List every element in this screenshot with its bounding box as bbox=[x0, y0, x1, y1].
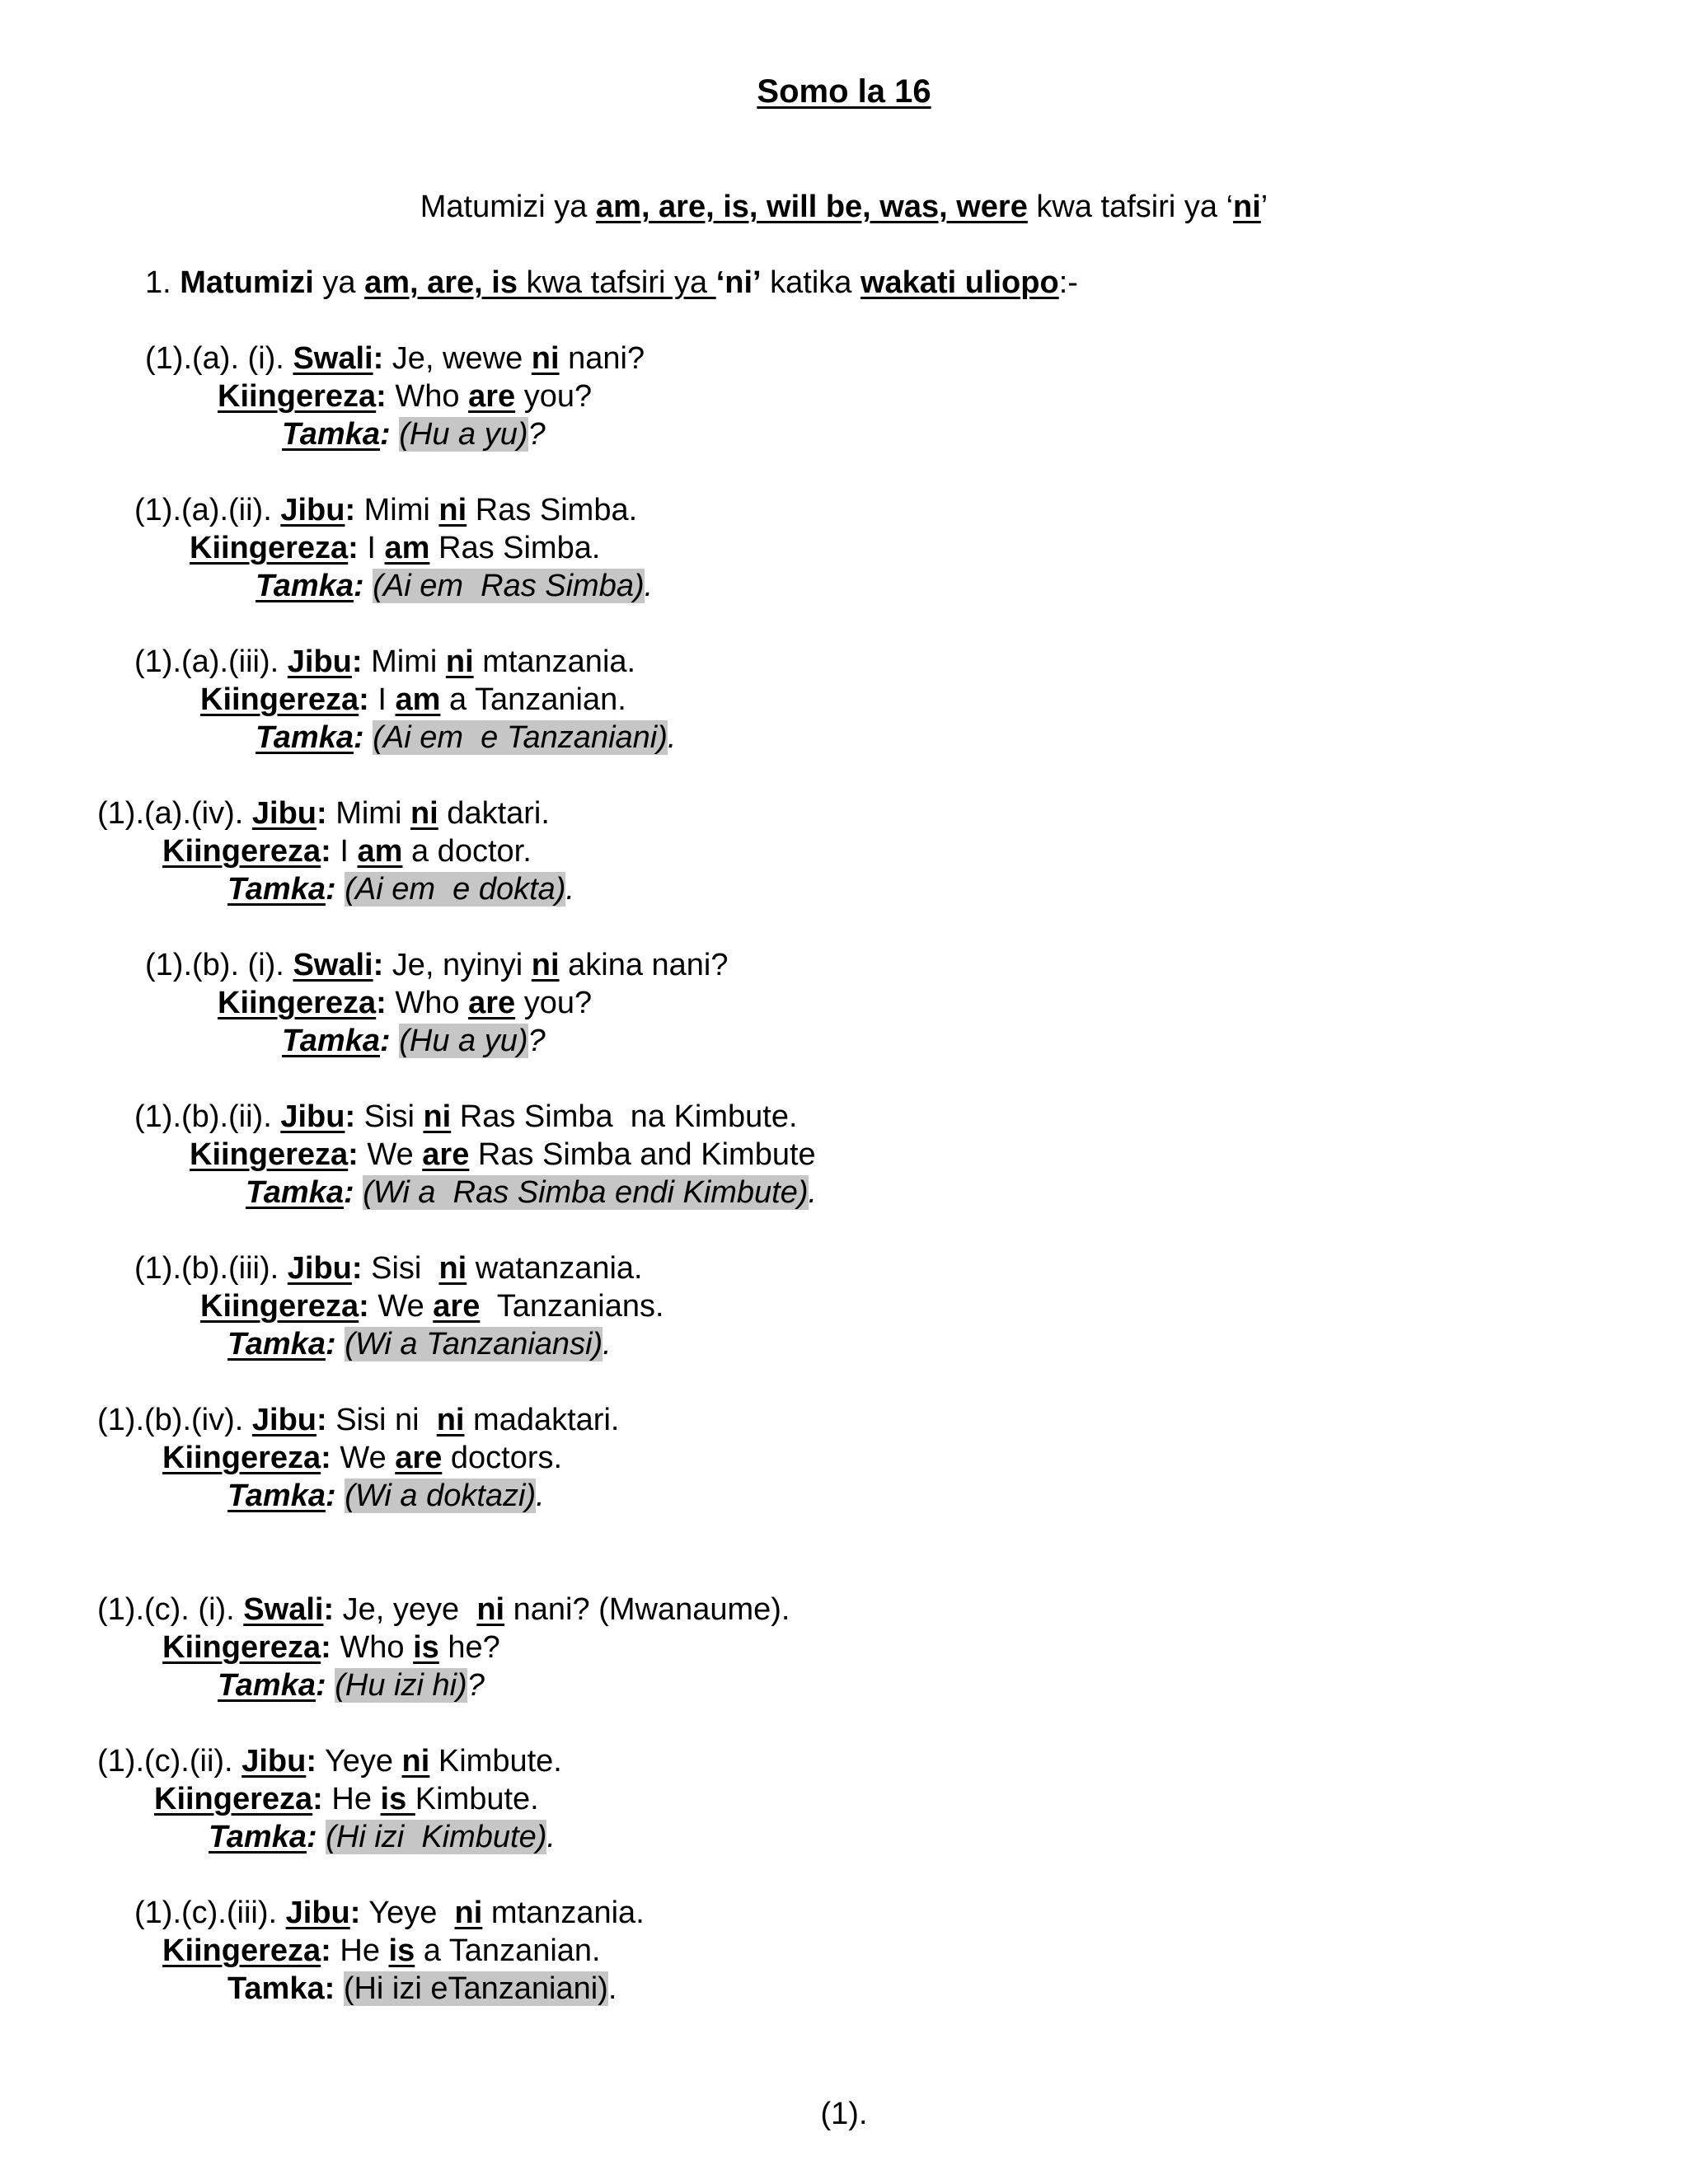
tamka-label: Tamka bbox=[227, 1479, 326, 1513]
pronunciation-line bbox=[218, 1666, 485, 1704]
label-colon: : bbox=[324, 1971, 335, 2006]
pronunciation-line bbox=[282, 415, 546, 453]
pronunciation-line bbox=[227, 1970, 617, 2008]
english-text: Who bbox=[386, 986, 469, 1020]
english-text: doctors. bbox=[442, 1441, 563, 1475]
english-line bbox=[200, 681, 626, 719]
tamka-label: Tamka bbox=[282, 417, 380, 452]
item-number: (1).(b).(iv). bbox=[97, 1403, 252, 1437]
english-text: a Tanzanian. bbox=[440, 682, 626, 717]
swahili-text: akina nani? bbox=[559, 948, 729, 982]
english-text: Tanzanians. bbox=[480, 1289, 664, 1324]
swahili-line bbox=[134, 1249, 643, 1287]
english-line bbox=[154, 1780, 539, 1818]
english-text: He bbox=[322, 1782, 381, 1816]
swahili-text: Ras Simba. bbox=[467, 493, 638, 527]
section-heading bbox=[145, 264, 1078, 302]
pronunciation-text: (Hu a yu) bbox=[399, 417, 528, 452]
pronunciation-text: (Ai em e Tanzaniani) bbox=[373, 720, 668, 755]
item-number: (1).(a).(iv). bbox=[97, 796, 252, 831]
pronunciation-tail: ? bbox=[528, 417, 546, 452]
swahili-line bbox=[97, 1401, 619, 1439]
item-number: (1).(a).(iii). bbox=[134, 644, 288, 679]
swahili-line bbox=[134, 1098, 798, 1136]
pronunciation-line bbox=[209, 1818, 556, 1856]
label-colon: : bbox=[316, 1668, 326, 1703]
pronunciation-text: (Wi a Ras Simba endi Kimbute) bbox=[363, 1175, 809, 1210]
label-colon: : bbox=[307, 1820, 317, 1854]
english-text: We bbox=[331, 1441, 396, 1475]
swahili-ni: ni bbox=[436, 1403, 465, 1437]
subtitle-ni: ni bbox=[1233, 190, 1261, 224]
swahili-ni: ni bbox=[454, 1896, 483, 1930]
swahili-text: nani? (Mwanaume). bbox=[504, 1592, 790, 1627]
swahili-line bbox=[97, 1742, 562, 1780]
english-text: He bbox=[331, 1933, 389, 1968]
pronunciation-tail: ? bbox=[528, 1024, 546, 1058]
kiingereza-label: Kiingereza bbox=[190, 531, 349, 565]
pronunciation-text: (Ai em e dokta) bbox=[345, 872, 566, 907]
swahili-ni: ni bbox=[401, 1744, 430, 1779]
swahili-line bbox=[134, 1894, 645, 1932]
english-text: I bbox=[368, 682, 396, 717]
label-colon: : bbox=[359, 1289, 369, 1324]
pronunciation-tail: . bbox=[603, 1327, 612, 1361]
kiingereza-label: Kiingereza bbox=[154, 1782, 313, 1816]
swahili-ni: ni bbox=[423, 1099, 452, 1134]
label-colon: : bbox=[321, 1933, 331, 1968]
answer-label: Jibu bbox=[251, 796, 316, 831]
label-colon: : bbox=[323, 1592, 335, 1627]
pronunciation-text: (Hi izi eTanzaniani) bbox=[343, 1971, 608, 2006]
kiingereza-label: Kiingereza bbox=[162, 1933, 321, 1968]
pronunciation-text: (Hi izi Kimbute) bbox=[326, 1820, 547, 1854]
label-colon: : bbox=[351, 644, 363, 679]
label-colon: : bbox=[376, 379, 387, 414]
english-text: Who bbox=[331, 1630, 414, 1665]
swahili-ni: ni bbox=[438, 493, 467, 527]
english-text: We bbox=[358, 1137, 423, 1172]
english-verb: is bbox=[413, 1630, 439, 1665]
swahili-ni: ni bbox=[476, 1592, 505, 1627]
answer-label: Jibu bbox=[285, 1896, 350, 1930]
tamka-label: Tamka bbox=[246, 1175, 344, 1210]
swahili-text: Yeye bbox=[316, 1744, 402, 1779]
english-text: We bbox=[368, 1289, 434, 1324]
swahili-line bbox=[134, 491, 637, 529]
swahili-text: Sisi bbox=[355, 1099, 424, 1134]
item-number: (1).(a). (i). bbox=[145, 341, 293, 376]
item-number: (1).(c).(ii). bbox=[97, 1744, 242, 1779]
pronunciation-tail: . bbox=[546, 1820, 556, 1854]
swahili-text: Je, yeye bbox=[334, 1592, 477, 1627]
english-line bbox=[200, 1287, 664, 1325]
section-number: 1. bbox=[145, 265, 181, 300]
subtitle-text: Matumizi ya bbox=[420, 190, 597, 224]
pronunciation-tail: . bbox=[808, 1175, 818, 1210]
kiingereza-label: Kiingereza bbox=[162, 1441, 321, 1475]
tamka-label: Tamka bbox=[218, 1668, 316, 1703]
answer-label: Jibu bbox=[280, 493, 345, 527]
label-colon: : bbox=[316, 1403, 327, 1437]
swahili-text: Mimi bbox=[355, 493, 439, 527]
english-verb: are bbox=[395, 1441, 443, 1475]
pronunciation-tail: . bbox=[644, 569, 654, 603]
swahili-ni: ni bbox=[410, 796, 438, 831]
english-text: he? bbox=[438, 1630, 500, 1665]
english-line bbox=[162, 1629, 500, 1666]
lesson-subtitle bbox=[0, 188, 1688, 226]
swahili-ni: ni bbox=[531, 341, 560, 376]
label-colon: : bbox=[354, 720, 364, 755]
section-word: :- bbox=[1058, 265, 1078, 300]
swahili-ni: ni bbox=[445, 644, 474, 679]
label-colon: : bbox=[316, 796, 327, 831]
kiingereza-label: Kiingereza bbox=[200, 1289, 359, 1324]
english-text: you? bbox=[515, 986, 593, 1020]
english-line bbox=[190, 1136, 816, 1174]
pronunciation-line bbox=[227, 1325, 612, 1363]
english-text: Kimbute. bbox=[415, 1782, 539, 1816]
kiingereza-label: Kiingereza bbox=[162, 834, 321, 869]
subtitle-text: kwa tafsiri ya ‘ bbox=[1027, 190, 1234, 224]
question-label: Swali bbox=[293, 948, 373, 982]
swahili-text: Ras Simba na Kimbute. bbox=[451, 1099, 798, 1134]
subtitle-verbs: am, are, is, will be, was, were bbox=[596, 190, 1028, 224]
tamka-label: Tamka bbox=[256, 569, 354, 603]
swahili-ni: ni bbox=[531, 948, 560, 982]
swahili-text: Kimbute. bbox=[429, 1744, 562, 1779]
swahili-line bbox=[97, 1591, 790, 1629]
label-colon: : bbox=[359, 682, 369, 717]
english-verb: is bbox=[388, 1933, 415, 1968]
answer-label: Jibu bbox=[241, 1744, 307, 1779]
pronunciation-text: (Hu a yu) bbox=[399, 1024, 528, 1058]
tamka-label: Tamka bbox=[227, 1971, 325, 2006]
english-verb: are bbox=[433, 1289, 481, 1324]
label-colon: : bbox=[380, 1024, 391, 1058]
question-label: Swali bbox=[243, 1592, 324, 1627]
label-colon: : bbox=[345, 493, 356, 527]
kiingereza-label: Kiingereza bbox=[190, 1137, 349, 1172]
pronunciation-tail: . bbox=[536, 1479, 545, 1513]
swahili-text: daktari. bbox=[438, 796, 550, 831]
pronunciation-line bbox=[256, 719, 676, 757]
swahili-text: Yeye bbox=[360, 1896, 455, 1930]
pronunciation-line bbox=[227, 1477, 545, 1515]
label-colon: : bbox=[326, 1327, 336, 1361]
answer-label: Jibu bbox=[287, 1251, 352, 1286]
swahili-line bbox=[145, 946, 729, 984]
section-word: katika bbox=[761, 265, 860, 300]
swahili-text: Je, nyinyi bbox=[383, 948, 532, 982]
swahili-text: Mimi bbox=[326, 796, 410, 831]
pronunciation-tail: ? bbox=[467, 1668, 485, 1703]
swahili-text: Sisi bbox=[362, 1251, 439, 1286]
label-colon: : bbox=[348, 1137, 359, 1172]
item-number: (1).(b). (i). bbox=[145, 948, 293, 982]
section-verbs: am, are, is bbox=[364, 265, 518, 300]
label-colon: : bbox=[321, 1441, 331, 1475]
section-word: Matumizi bbox=[180, 265, 314, 300]
tamka-label: Tamka bbox=[227, 1327, 326, 1361]
english-text: a Tanzanian. bbox=[415, 1933, 601, 1968]
english-verb: am bbox=[357, 834, 403, 869]
label-colon: : bbox=[321, 834, 331, 869]
english-line bbox=[162, 832, 532, 870]
pronunciation-tail: . bbox=[667, 720, 677, 755]
section-ni: ‘ni’ bbox=[715, 265, 762, 300]
english-line bbox=[218, 984, 592, 1022]
english-verb: am bbox=[395, 682, 441, 717]
answer-label: Jibu bbox=[251, 1403, 316, 1437]
english-text: I bbox=[358, 531, 385, 565]
label-colon: : bbox=[348, 531, 359, 565]
pronunciation-tail: . bbox=[607, 1971, 617, 2006]
swahili-text: Sisi ni bbox=[326, 1403, 437, 1437]
pronunciation-line bbox=[246, 1174, 817, 1212]
english-verb: are bbox=[422, 1137, 470, 1172]
english-text: a doctor. bbox=[402, 834, 532, 869]
english-line bbox=[162, 1439, 562, 1477]
kiingereza-label: Kiingereza bbox=[200, 682, 359, 717]
item-number: (1).(c).(iii). bbox=[134, 1896, 286, 1930]
english-text: Who bbox=[386, 379, 469, 414]
label-colon: : bbox=[344, 1175, 354, 1210]
label-colon: : bbox=[354, 569, 364, 603]
label-colon: : bbox=[321, 1630, 331, 1665]
label-colon: : bbox=[380, 417, 391, 452]
pronunciation-text: (Wi a doktazi) bbox=[345, 1479, 537, 1513]
swahili-line bbox=[134, 643, 635, 681]
item-number: (1).(b).(ii). bbox=[134, 1099, 281, 1134]
swahili-text: mtanzania. bbox=[473, 644, 636, 679]
english-verb: are bbox=[468, 379, 516, 414]
section-tense: wakati uliopo bbox=[860, 265, 1059, 300]
subtitle-text: ’ bbox=[1260, 190, 1268, 224]
english-verb: is bbox=[380, 1782, 415, 1816]
kiingereza-label: Kiingereza bbox=[218, 379, 377, 414]
label-colon: : bbox=[376, 986, 387, 1020]
swahili-text: Je, wewe bbox=[383, 341, 532, 376]
page-number: (1). bbox=[820, 2097, 868, 2131]
label-colon: : bbox=[351, 1251, 363, 1286]
item-number: (1).(c). (i). bbox=[97, 1592, 244, 1627]
pronunciation-tail: . bbox=[565, 872, 574, 907]
tamka-label: Tamka bbox=[256, 720, 354, 755]
item-number: (1).(a).(ii). bbox=[134, 493, 281, 527]
label-colon: : bbox=[373, 341, 384, 376]
label-colon: : bbox=[345, 1099, 356, 1134]
english-text: Ras Simba. bbox=[429, 531, 601, 565]
english-line bbox=[162, 1932, 601, 1970]
question-label: Swali bbox=[293, 341, 373, 376]
tamka-label: Tamka bbox=[227, 872, 326, 907]
pronunciation-text: (Ai em Ras Simba) bbox=[373, 569, 645, 603]
english-text: you? bbox=[515, 379, 593, 414]
kiingereza-label: Kiingereza bbox=[218, 986, 377, 1020]
swahili-text: Mimi bbox=[362, 644, 446, 679]
swahili-text: madaktari. bbox=[464, 1403, 620, 1437]
pronunciation-line bbox=[282, 1022, 546, 1060]
english-verb: are bbox=[468, 986, 516, 1020]
answer-label: Jibu bbox=[287, 644, 352, 679]
label-colon: : bbox=[312, 1782, 323, 1816]
tamka-label: Tamka bbox=[282, 1024, 380, 1058]
swahili-line bbox=[97, 794, 550, 832]
swahili-text: nani? bbox=[559, 341, 645, 376]
label-colon: : bbox=[373, 948, 384, 982]
tamka-label: Tamka bbox=[209, 1820, 307, 1854]
label-colon: : bbox=[326, 1479, 336, 1513]
section-word: ya bbox=[313, 265, 365, 300]
english-line bbox=[218, 377, 592, 415]
english-text: I bbox=[331, 834, 358, 869]
label-colon: : bbox=[349, 1896, 361, 1930]
page-title: Somo la 16 bbox=[757, 73, 931, 110]
english-line bbox=[190, 529, 600, 567]
answer-label: Jibu bbox=[280, 1099, 345, 1134]
english-verb: am bbox=[384, 531, 430, 565]
item-number: (1).(b).(iii). bbox=[134, 1251, 288, 1286]
swahili-text: mtanzania. bbox=[482, 1896, 645, 1930]
kiingereza-label: Kiingereza bbox=[162, 1630, 321, 1665]
swahili-ni: ni bbox=[438, 1251, 467, 1286]
label-colon: : bbox=[306, 1744, 316, 1779]
section-word: kwa tafsiri ya bbox=[517, 265, 716, 300]
swahili-line bbox=[145, 340, 645, 377]
pronunciation-text: (Wi a Tanzaniansi) bbox=[345, 1327, 603, 1361]
english-text: Ras Simba and Kimbute bbox=[469, 1137, 816, 1172]
pronunciation-line bbox=[256, 567, 653, 605]
pronunciation-line bbox=[227, 870, 574, 908]
pronunciation-text: (Hu izi hi) bbox=[335, 1668, 467, 1703]
swahili-text: watanzania. bbox=[467, 1251, 643, 1286]
label-colon: : bbox=[326, 872, 336, 907]
